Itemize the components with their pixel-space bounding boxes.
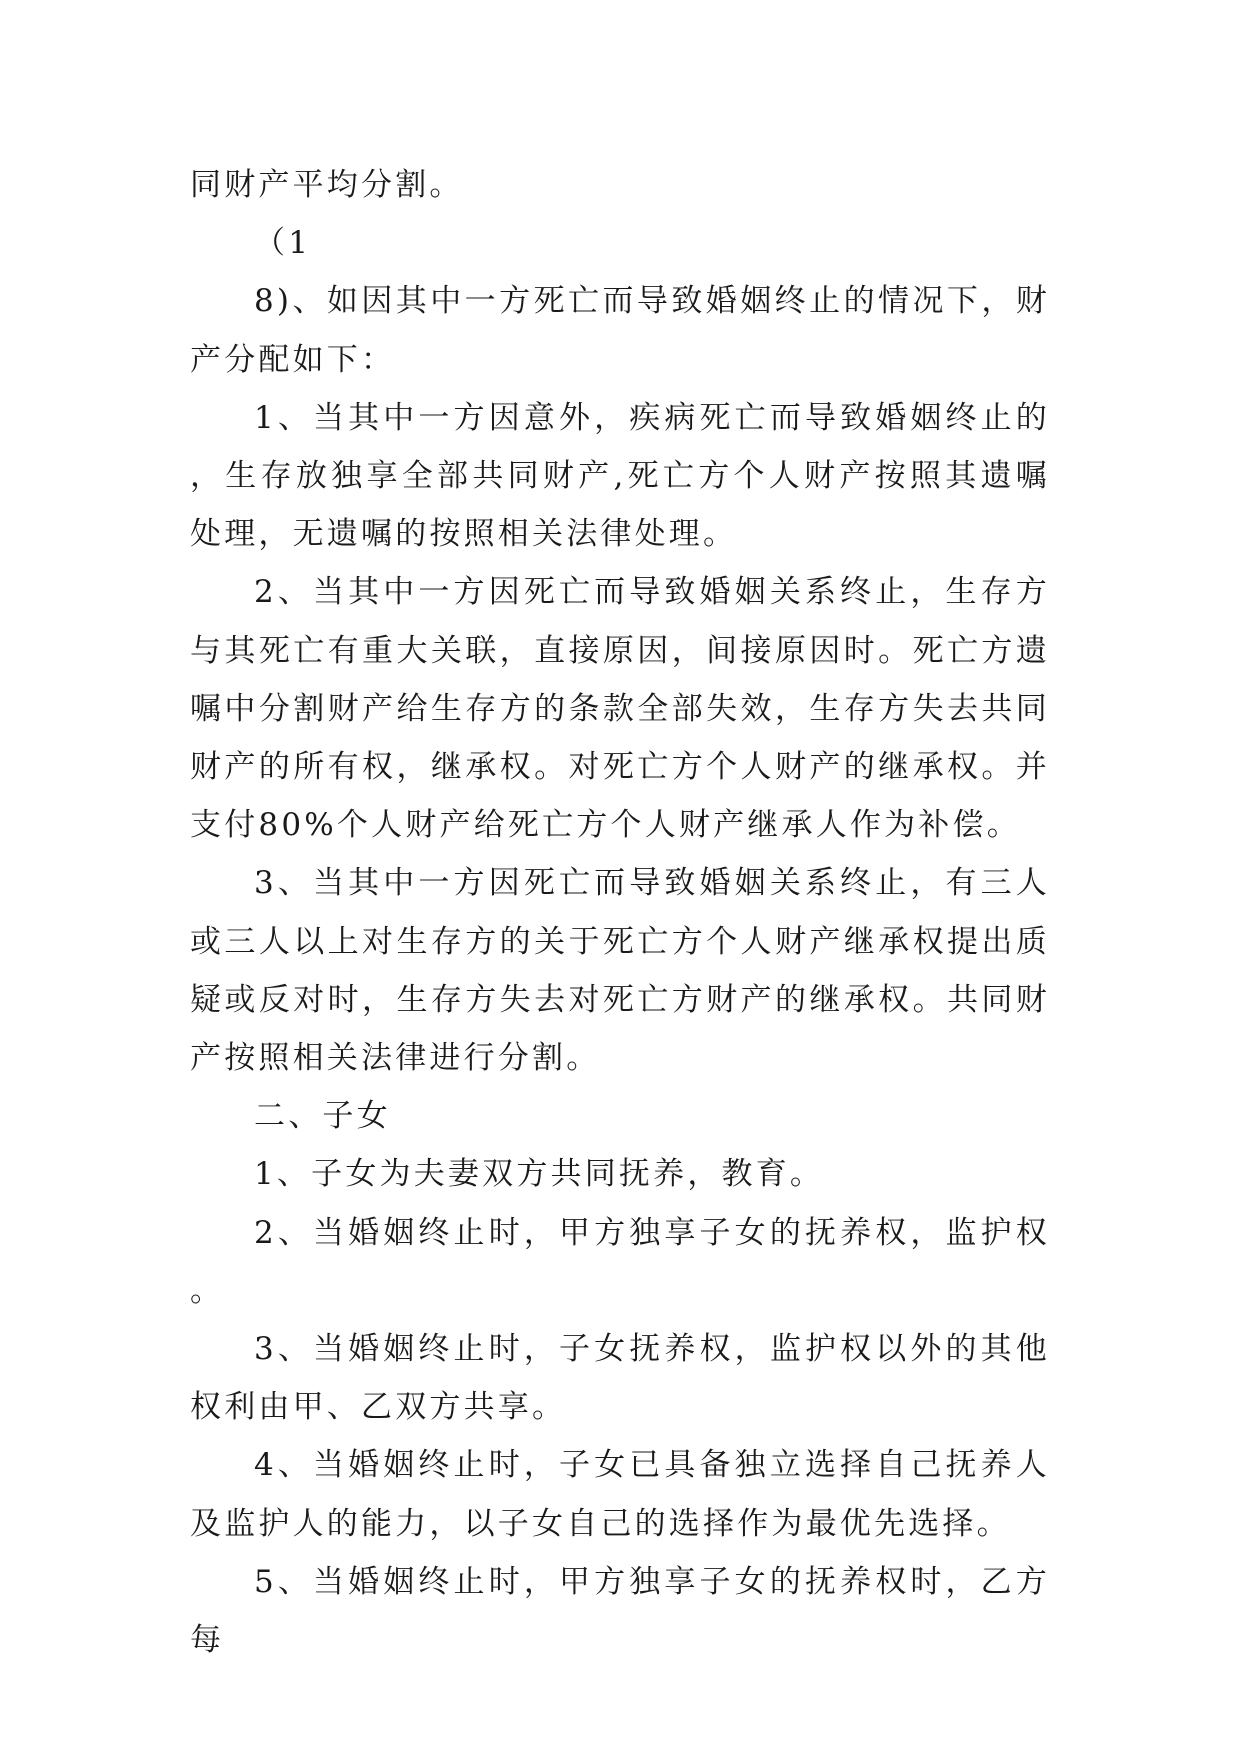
paragraph-children-clause-3: 3、当婚姻终止时，子女抚养权，监护权以外的其他权利由甲、乙双方共享。: [190, 1331, 1050, 1426]
paragraph-death-clause-3: 3、当其中一方因死亡而导致婚姻关系终止，有三人或三人以上对生存方的关于死亡方个人财产继承权提出质疑或反对时，生存方失去对死亡方财产的继承权。共同财产按照相关法律进行分割。: [190, 865, 1050, 1077]
paragraph-children-clause-4: 4、当婚姻终止时，子女已具备独立选择自己抚养人及监护人的能力，以子女自己的选择作为最优先选择。: [190, 1447, 1050, 1542]
paragraph-item-number-fragment: （1: [254, 225, 312, 262]
paragraph-children-clause-5: 5、当婚姻终止时，甲方独享子女的抚养权时，乙方每: [190, 1563, 1050, 1659]
document-body: [190, 156, 1050, 1669]
section-heading-children: 二、子女: [254, 1098, 391, 1135]
paragraph-death-property-intro: 8)、如因其中一方死亡而导致婚姻终止的情况下，财产分配如下：: [190, 283, 1050, 378]
paragraph-death-clause-1: 1、当其中一方因意外，疾病死亡而导致婚姻终止的，生存放独享全部共同财产,死亡方个人财产按照其遗嘱处理，无遗嘱的按照相关法律处理。: [190, 399, 1050, 553]
paragraph-children-clause-2: 2、当婚姻终止时，甲方独享子女的抚养权，监护权。: [190, 1214, 1050, 1309]
paragraph-continuation: 同财产平均分割。: [190, 167, 464, 203]
paragraph-children-clause-1: 1、子女为夫妻双方共同抚养，教育。: [254, 1156, 825, 1193]
paragraph-death-clause-2: 2、当其中一方因死亡而导致婚姻关系终止，生存方与其死亡有重大关联，直接原因，间接原因时。死亡方遗嘱中分割财产给生存方的条款全部失效，生存方失去共同财产的所有权，继承权。对死亡方个人财产的继承权。并支付80%个人财产给死亡方个人财产继承人作为补偿。: [190, 574, 1050, 844]
